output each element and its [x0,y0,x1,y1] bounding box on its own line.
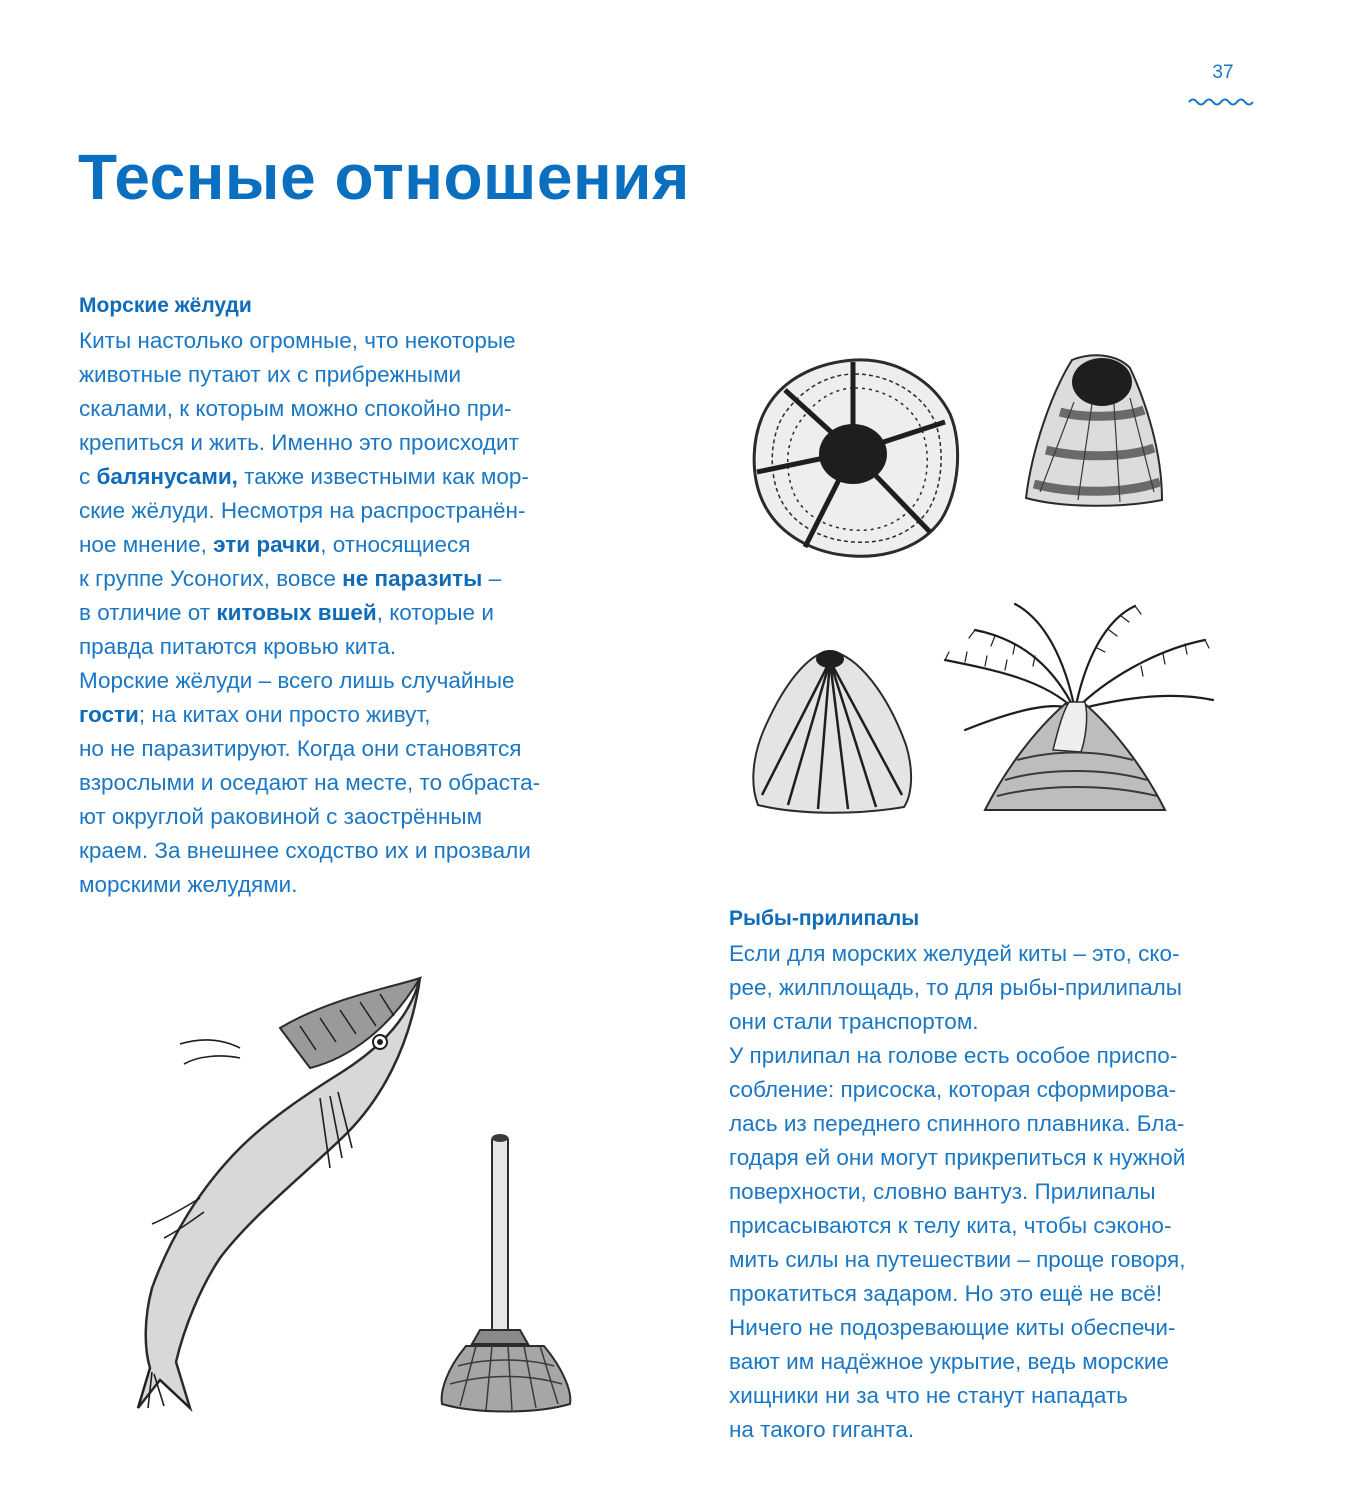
text-line [729,1073,1185,1107]
text-line [79,426,540,460]
text-line [729,1141,1185,1175]
text-run: краем. За внешнее сходство их и прозвали [79,838,531,863]
text-run: к группе Усоногих, вовсе [79,566,343,591]
text-run: рее, жилплощадь, то для рыбы-прилипалы [729,975,1182,1000]
text-run: поверхности, словно вантуз. Прилипалы [729,1179,1156,1204]
text-run: скалами, к которым можно спокойно при- [79,396,512,421]
plunger-illustration [436,1130,576,1415]
text-run: , относящиеся [320,532,471,557]
text-run: взрослыми и оседают на месте, то обраста- [79,770,541,795]
text-line [79,562,540,596]
text-run: Морские жёлуди – всего лишь случайные [79,668,515,693]
text-line [79,528,540,562]
text-run: мить силы на путешествии – проще говоря, [729,1247,1186,1272]
text-run: присасываются к телу кита, чтобы сэконо- [729,1213,1172,1238]
bold-term: гости [79,702,139,727]
text-run: прокатиться задаром. Но это ещё не всё! [729,1281,1163,1306]
barnacle-ribbed-illustration [748,645,918,815]
barnacles-text [79,324,540,902]
text-line [79,766,540,800]
text-line [79,834,540,868]
text-line [79,698,540,732]
text-line [729,1039,1185,1073]
text-run: , которые и [376,600,494,625]
text-run: но не паразитируют. Когда они становятся [79,736,522,761]
text-run: в отличие от [79,600,217,625]
text-line [729,1175,1185,1209]
text-line [729,1379,1185,1413]
remoras-text [729,937,1185,1447]
text-run: морскими желудями. [79,872,298,897]
text-line [729,1107,1185,1141]
remora-fish-illustration [80,968,440,1418]
text-line [79,460,540,494]
text-line [729,1277,1185,1311]
text-line [729,1413,1185,1447]
text-run: лась из переднего спинного плавника. Бла- [729,1111,1185,1136]
page-number: 37 [1212,62,1234,83]
barnacle-feeding-illustration [935,600,1220,820]
bold-term: китовых вшей [216,600,377,625]
text-run: Если для морских желудей киты – это, ско- [729,941,1180,966]
text-run: Киты настолько огромные, что некоторые [79,328,516,353]
bold-term: балянусами, [96,464,238,489]
text-run: хищники ни за что не станут нападать [729,1383,1128,1408]
text-run: крепиться и жить. Именно это происходит [79,430,519,455]
text-run: вают им надёжное укрытие, ведь морские [729,1349,1169,1374]
text-line [79,868,540,902]
text-run: У прилипал на голове есть особое приспо- [729,1043,1178,1068]
text-line [729,1243,1185,1277]
text-run: ские жёлуди. Несмотря на распространён- [79,498,526,523]
text-run: – [482,566,502,591]
text-run: годаря ей они могут прикрепиться к нужной [729,1145,1186,1170]
text-run: ; на китах они просто живут, [138,702,431,727]
text-line [729,937,1185,971]
text-line [729,1345,1185,1379]
text-line [729,1209,1185,1243]
text-line [79,630,540,664]
text-line [79,324,540,358]
bold-term: эти рачки [213,532,321,557]
page-title: Тесные отношения [78,141,690,213]
text-line [79,664,540,698]
text-run: они стали транспортом. [729,1009,979,1034]
text-run: правда питаются кровью кита. [79,634,397,659]
text-line [79,596,540,630]
text-run: Ничего не подозревающие киты обеспечи- [729,1315,1176,1340]
text-line [729,1311,1185,1345]
text-line [79,494,540,528]
remoras-heading: Рыбы-прилипалы [729,907,920,930]
barnacles-heading: Морские жёлуди [79,294,252,317]
text-run: также известными как мор- [237,464,529,489]
text-run: животные путают их с прибрежными [79,362,462,387]
text-line [79,800,540,834]
text-line [79,732,540,766]
text-line [79,392,540,426]
text-run: на такого гиганта. [729,1417,915,1442]
text-run: собление: присоска, которая сформирова- [729,1077,1177,1102]
bold-term: не паразиты [342,566,483,591]
text-run: ют округлой раковиной с заострённым [79,804,483,829]
wave-icon [1187,94,1257,108]
text-run: с [79,464,97,489]
text-run: ное мнение, [79,532,214,557]
text-line [79,358,540,392]
barnacle-top-view-illustration [745,352,965,562]
text-line [729,1005,1185,1039]
text-line [729,971,1185,1005]
barnacle-cone-illustration [1022,352,1167,510]
